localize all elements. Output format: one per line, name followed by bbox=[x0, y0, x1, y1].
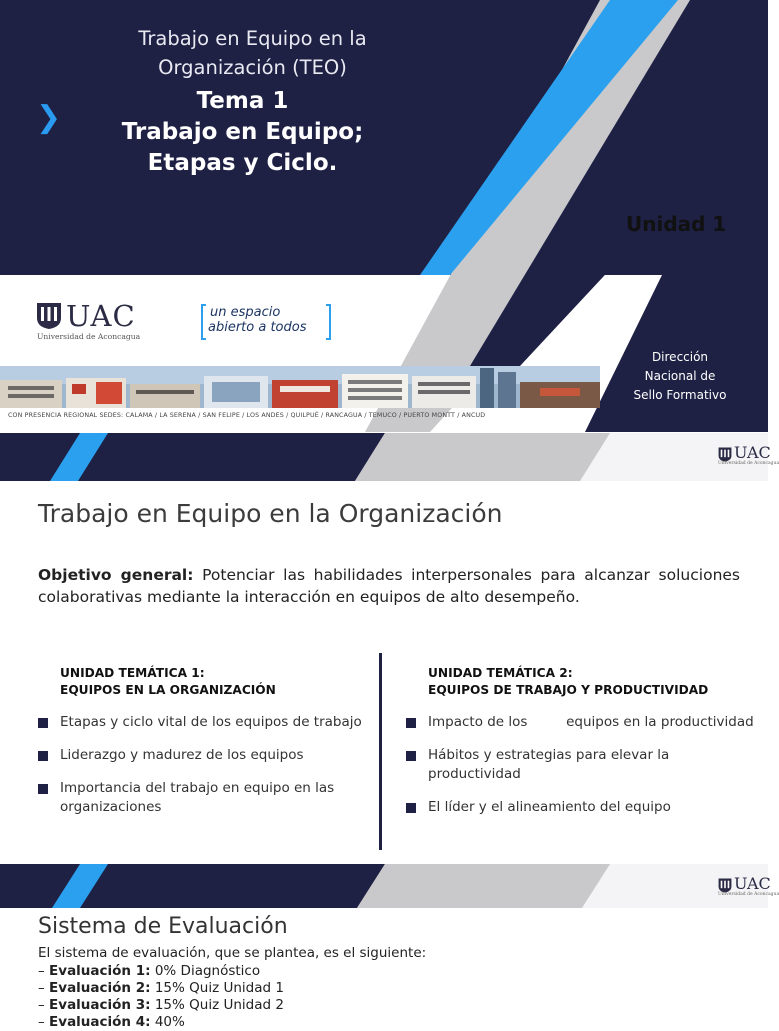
list-item: Liderazgo y madurez de los equipos bbox=[60, 746, 390, 765]
campus-photo-strip bbox=[0, 366, 600, 408]
uac-shield-icon bbox=[718, 878, 732, 893]
objective-paragraph bbox=[38, 564, 740, 608]
slogan-line-1: un espacio bbox=[210, 305, 281, 320]
list-item: – Evaluación 4: 40% bbox=[38, 1014, 185, 1030]
evaluation-list bbox=[38, 963, 284, 1031]
slide-header-banner bbox=[0, 433, 779, 481]
unit-1-heading-line-2: EQUIPOS EN LA ORGANIZACIÓN bbox=[60, 683, 276, 697]
uac-shield-icon bbox=[718, 447, 732, 462]
square-bullet-icon bbox=[406, 751, 416, 761]
chevron-right-icon: ❯ bbox=[36, 100, 62, 135]
direccion-label bbox=[620, 348, 740, 405]
slide-header-banner bbox=[0, 864, 779, 908]
unit-label: Unidad 1 bbox=[626, 212, 727, 236]
banner-stripes bbox=[0, 864, 768, 908]
list-item: Impacto de los equipos en la productividad bbox=[428, 713, 758, 732]
objective-text: Potenciar las habilidades interpersonales para alcanzar soluciones colaborativas mediante la interacción en equipos de alto desempeño. bbox=[38, 566, 740, 606]
square-bullet-icon bbox=[38, 784, 48, 794]
banner-uac-logo bbox=[718, 443, 779, 466]
slide-title: Sistema de Evaluación bbox=[38, 914, 288, 939]
square-bullet-icon bbox=[406, 718, 416, 728]
list-item: Etapas y ciclo vital de los equipos de trabajo bbox=[60, 713, 390, 732]
unit-1-heading bbox=[60, 665, 390, 699]
unit-column-1 bbox=[60, 665, 390, 831]
course-title: Trabajo en Equipo en la Organización (TEO) bbox=[138, 27, 367, 79]
uac-logo bbox=[36, 299, 141, 341]
list-item: – Evaluación 2: 15% Quiz Unidad 1 bbox=[38, 980, 284, 996]
list-item: – Evaluación 3: 15% Quiz Unidad 2 bbox=[38, 997, 284, 1013]
cover-slide bbox=[0, 0, 768, 432]
unit-2-topic-list bbox=[428, 713, 758, 817]
direccion-line-1: Dirección bbox=[651, 350, 709, 364]
list-item: – Evaluación 1: 0% Diagnóstico bbox=[38, 963, 261, 979]
banner-logo-text: UAC bbox=[734, 443, 771, 462]
square-bullet-icon bbox=[38, 751, 48, 761]
square-bullet-icon bbox=[406, 803, 416, 813]
topic-title bbox=[90, 86, 395, 179]
evaluation-slide bbox=[0, 864, 779, 1030]
unit-2-heading-line-1: UNIDAD TEMÁTICA 2: bbox=[428, 666, 573, 680]
slide-title: Trabajo en Equipo en la Organización bbox=[38, 499, 503, 528]
banner-logo-subtitle: Universidad de Aconcagua bbox=[718, 892, 779, 897]
topic-line-3: Etapas y Ciclo. bbox=[147, 150, 338, 176]
evaluation-intro: El sistema de evaluación, que se plantea, es el siguiente: bbox=[38, 945, 427, 961]
list-item: El líder y el alineamiento del equipo bbox=[428, 798, 758, 817]
unit-1-heading-line-1: UNIDAD TEMÁTICA 1: bbox=[60, 666, 205, 680]
banner-stripes bbox=[0, 433, 768, 481]
unit-2-heading-line-2: EQUIPOS DE TRABAJO Y PRODUCTIVIDAD bbox=[428, 683, 709, 697]
banner-uac-logo bbox=[718, 874, 779, 897]
list-item: Hábitos y estrategias para elevar la productividad bbox=[428, 746, 758, 784]
uac-logo-subtitle: Universidad de Aconcagua bbox=[37, 332, 141, 341]
unit-2-heading bbox=[428, 665, 758, 699]
topic-line-1: Tema 1 bbox=[196, 88, 289, 114]
campus-buildings-image bbox=[0, 366, 600, 408]
topic-line-2: Trabajo en Equipo; bbox=[121, 119, 364, 145]
square-bullet-icon bbox=[38, 718, 48, 728]
unit-1-topic-list bbox=[60, 713, 390, 817]
list-item: Importancia del trabajo en equipo en las organizaciones bbox=[60, 779, 390, 817]
slogan-line-2: abierto a todos bbox=[208, 320, 307, 335]
uac-shield-icon bbox=[36, 302, 62, 330]
objective-label: Objetivo general: bbox=[38, 566, 194, 584]
regional-campuses-text: CON PRESENCIA REGIONAL SEDES: CALAMA / LA SERENA / SAN FELIPE / LOS ANDES / QUILPUÉ / RANCAGUA / TEMUCO / PUERTO MONTT / ANCUD bbox=[8, 412, 486, 419]
program-slide bbox=[0, 433, 779, 863]
unit-column-2 bbox=[428, 665, 758, 831]
slogan-logo bbox=[200, 303, 332, 341]
uac-logo-text: UAC bbox=[66, 299, 136, 333]
banner-logo-subtitle: Universidad de Aconcagua bbox=[718, 461, 779, 466]
direccion-line-2: Nacional de bbox=[644, 369, 716, 383]
direccion-line-3: Sello Formativo bbox=[633, 388, 727, 402]
banner-logo-text: UAC bbox=[734, 874, 771, 893]
